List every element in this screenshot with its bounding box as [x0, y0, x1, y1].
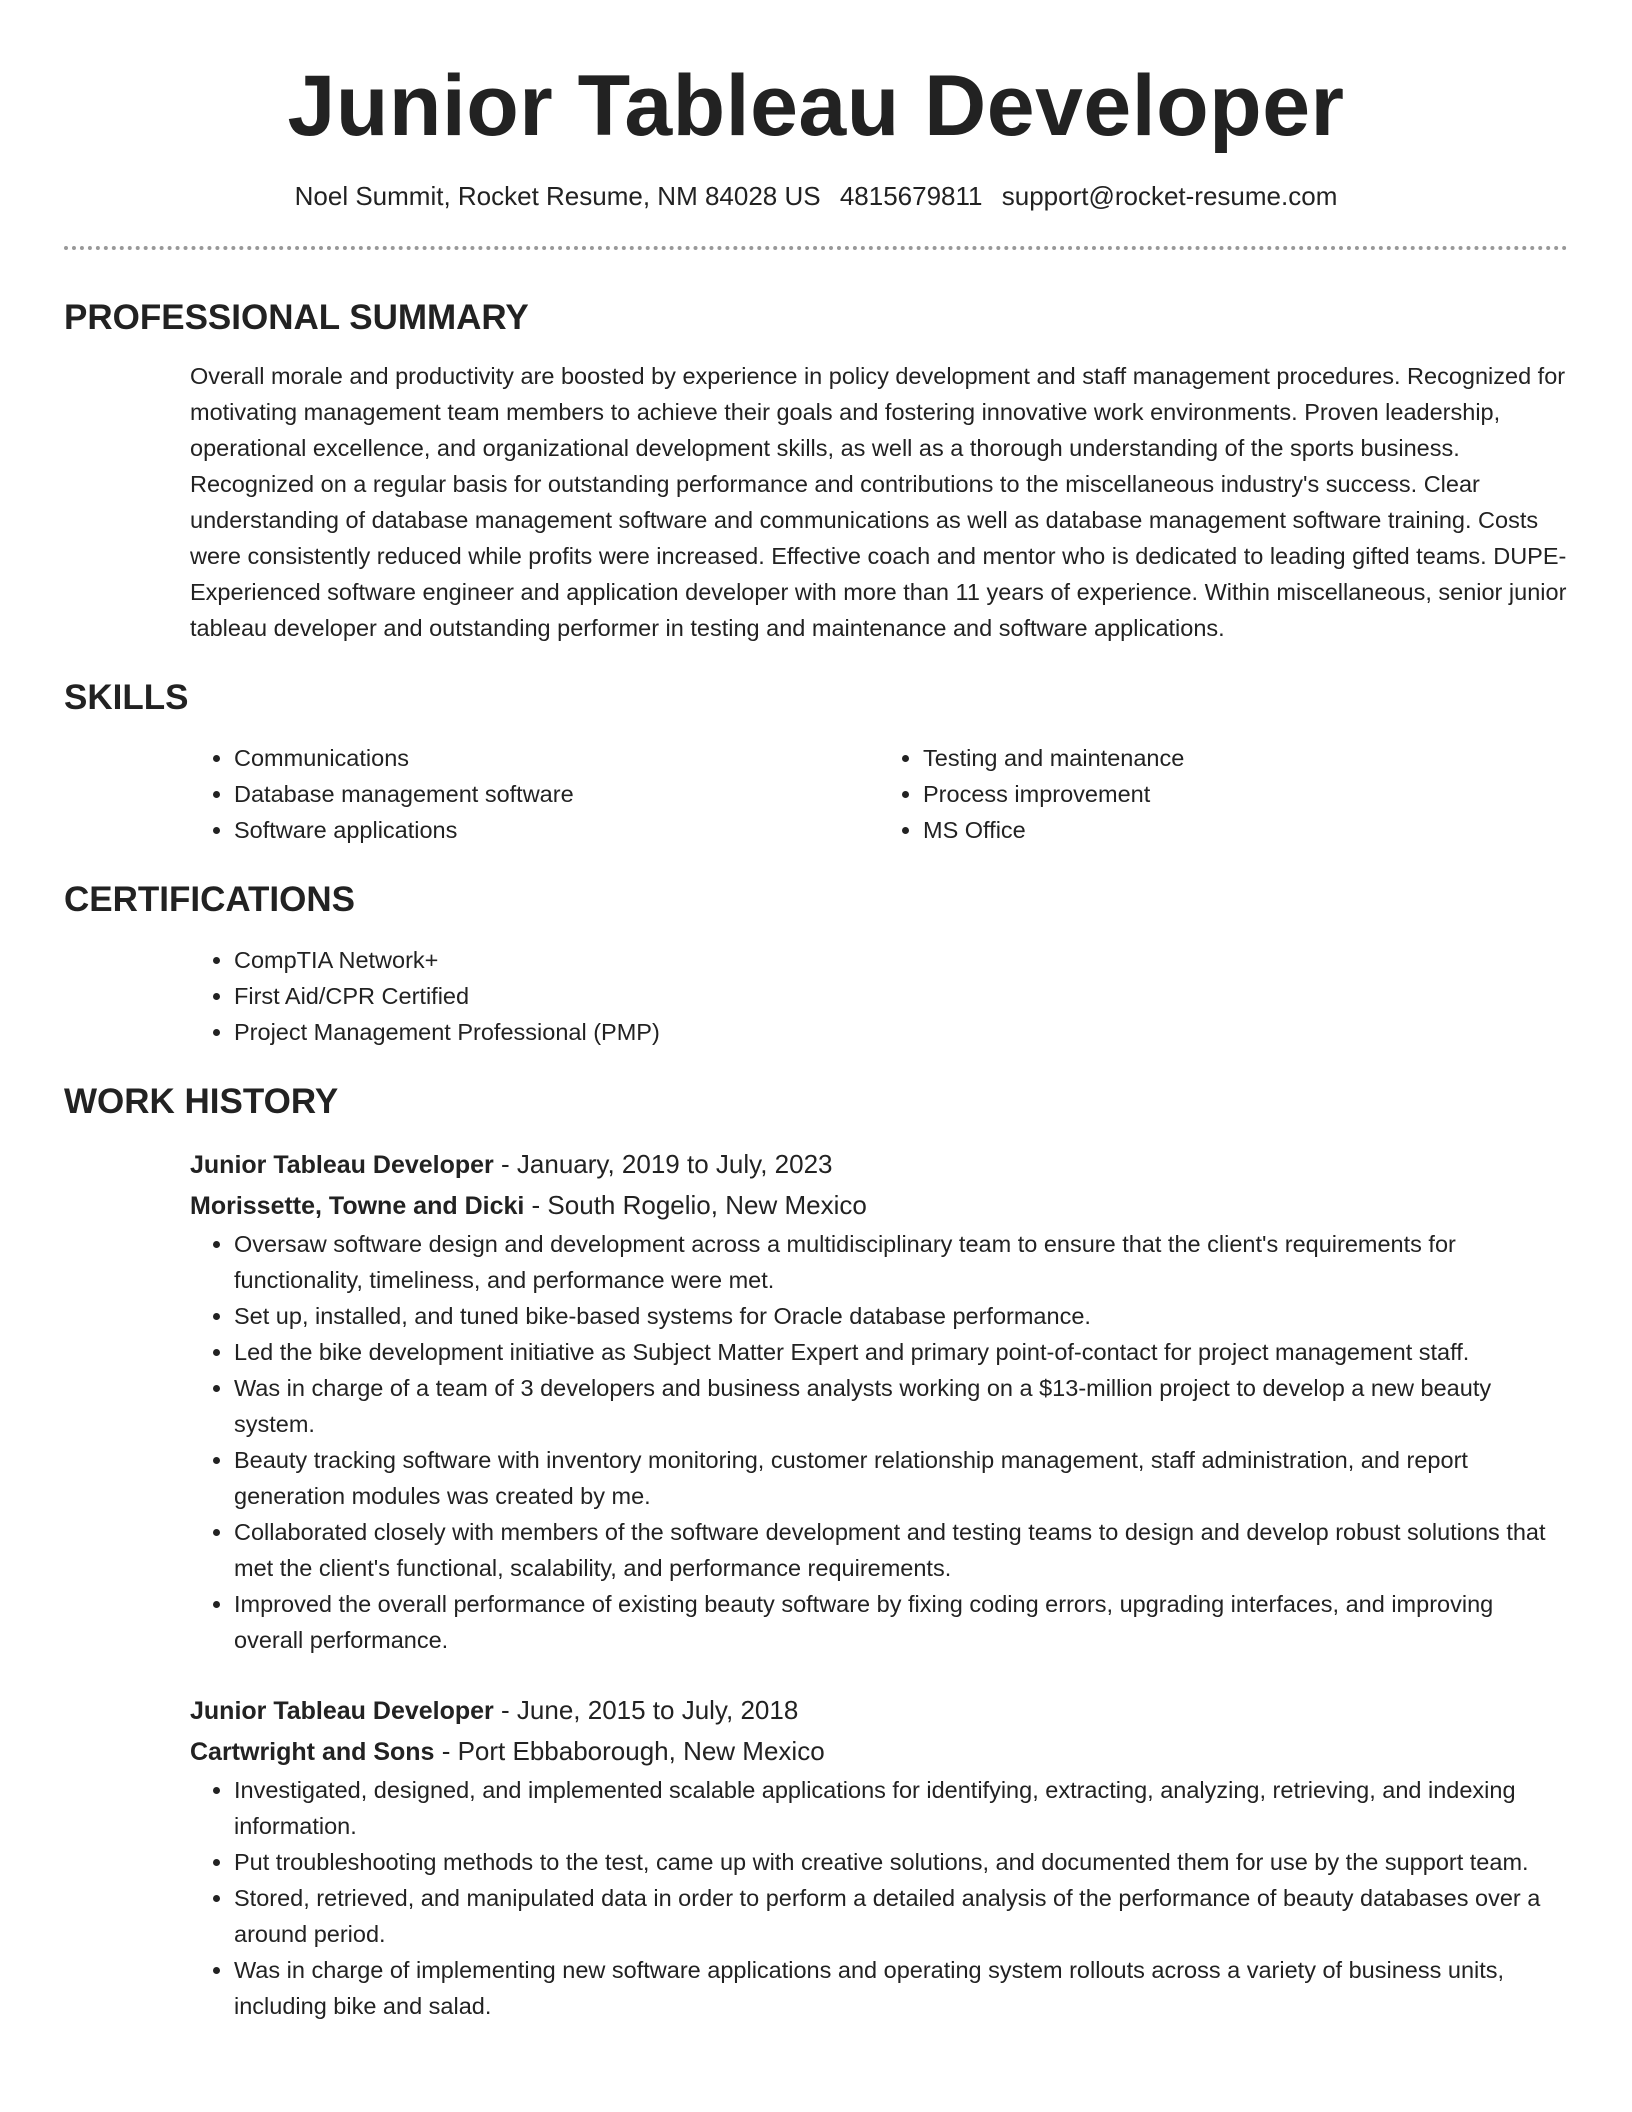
job-duties: [190, 1772, 1568, 2024]
job-company-line: [190, 1731, 1568, 1772]
skill-item: • Communications: [234, 740, 879, 776]
job-entry: [190, 1690, 1568, 2024]
job-location: - Port Ebbaborough, New Mexico: [434, 1736, 825, 1766]
resume-title: Junior Tableau Developer: [287, 58, 1345, 154]
job-dates: - June, 2015 to July, 2018: [493, 1695, 799, 1725]
certification-item: • CompTIA Network+: [234, 942, 1568, 978]
certifications-list: [190, 942, 1568, 1050]
job-duty: • Was in charge of a team of 3 developers and business analysts working on a $13-million project to develop a new beauty system.: [234, 1370, 1568, 1442]
job-duty: • Put troubleshooting methods to the test, came up with creative solutions, and documented them for use by the support team.: [234, 1844, 1568, 1880]
job-duty: • Led the bike development initiative as Subject Matter Expert and primary point-of-contact for project management staff.: [234, 1334, 1568, 1370]
header-divider: [64, 246, 1568, 250]
summary-text: Overall morale and productivity are boosted by experience in policy development and staff management procedures. Recognized for motivating management team members to achieve their goals and fostering innovative work environments. Proven leadership, operational excellence, and organizational development skills, as well as a thorough understanding of the sports business. Recognized on a regular basis for outstanding performance and contributions to the miscellaneous industry's success. Clear understanding of database management software and communications as well as database management software training. Costs were consistently reduced while profits were increased. Effective coach and mentor who is dedicated to leading gifted teams. DUPE- Experienced software engineer and application developer with more than 11 years of experience. Within miscellaneous, senior junior tableau developer and outstanding performer in testing and maintenance and software applications.: [190, 363, 1567, 641]
job-title-line: [190, 1144, 1568, 1185]
contact-email: support@rocket-resume.com: [1001, 181, 1338, 211]
skill-item: • Software applications: [234, 812, 879, 848]
job-title: Junior Tableau Developer: [190, 1697, 494, 1725]
skills-list: [190, 740, 1568, 848]
skills-column-right: [879, 740, 1568, 848]
job-location: - South Rogelio, New Mexico: [524, 1190, 867, 1220]
contact-address: Noel Summit, Rocket Resume, NM 84028 US: [294, 181, 821, 211]
contact-phone: 4815679811: [839, 181, 983, 211]
job-duty: • Collaborated closely with members of the software development and testing teams to design and develop robust solutions that met the client's functional, scalability, and performance requirements.: [234, 1514, 1568, 1586]
resume-page: [64, 0, 1568, 2024]
job-duties: [190, 1226, 1568, 1658]
skill-item: • MS Office: [923, 812, 1568, 848]
job-company: Cartwright and Sons: [190, 1738, 435, 1766]
job-company-line: [190, 1185, 1568, 1226]
skill-item: • Database management software: [234, 776, 879, 812]
certification-item: • Project Management Professional (PMP): [234, 1014, 1568, 1050]
job-duty: • Beauty tracking software with inventory monitoring, customer relationship management, staff administration, and report generation modules was created by me.: [234, 1442, 1568, 1514]
job-title: Junior Tableau Developer: [190, 1151, 494, 1179]
job-company: Morissette, Towne and Dicki: [190, 1192, 525, 1220]
certification-item: • First Aid/CPR Certified: [234, 978, 1568, 1014]
skills-column-left: [190, 740, 879, 848]
contact-line: [64, 178, 1568, 214]
skill-item: • Process improvement: [923, 776, 1568, 812]
job-duty: • Oversaw software design and development across a multidisciplinary team to ensure that the client's requirements for functionality, timeliness, and performance were met.: [234, 1226, 1568, 1298]
certifications-heading: CERTIFICATIONS: [64, 880, 356, 919]
job-duty: • Set up, installed, and tuned bike-based systems for Oracle database performance.: [234, 1298, 1568, 1334]
summary-heading: PROFESSIONAL SUMMARY: [64, 298, 529, 337]
skills-heading: SKILLS: [64, 678, 189, 717]
job-duty: • Investigated, designed, and implemented scalable applications for identifying, extracting, analyzing, retrieving, and indexing information.: [234, 1772, 1568, 1844]
job-title-line: [190, 1690, 1568, 1731]
job-duty: • Stored, retrieved, and manipulated data in order to perform a detailed analysis of the performance of beauty databases over a around period.: [234, 1880, 1568, 1952]
skill-item: • Testing and maintenance: [923, 740, 1568, 776]
job-entry: [190, 1144, 1568, 1658]
work-history-heading: WORK HISTORY: [64, 1082, 339, 1121]
job-duty: • Improved the overall performance of existing beauty software by fixing coding errors, upgrading interfaces, and improving overall performance.: [234, 1586, 1568, 1658]
job-duty: • Was in charge of implementing new software applications and operating system rollouts across a variety of business units, including bike and salad.: [234, 1952, 1568, 2024]
job-dates: - January, 2019 to July, 2023: [493, 1149, 833, 1179]
